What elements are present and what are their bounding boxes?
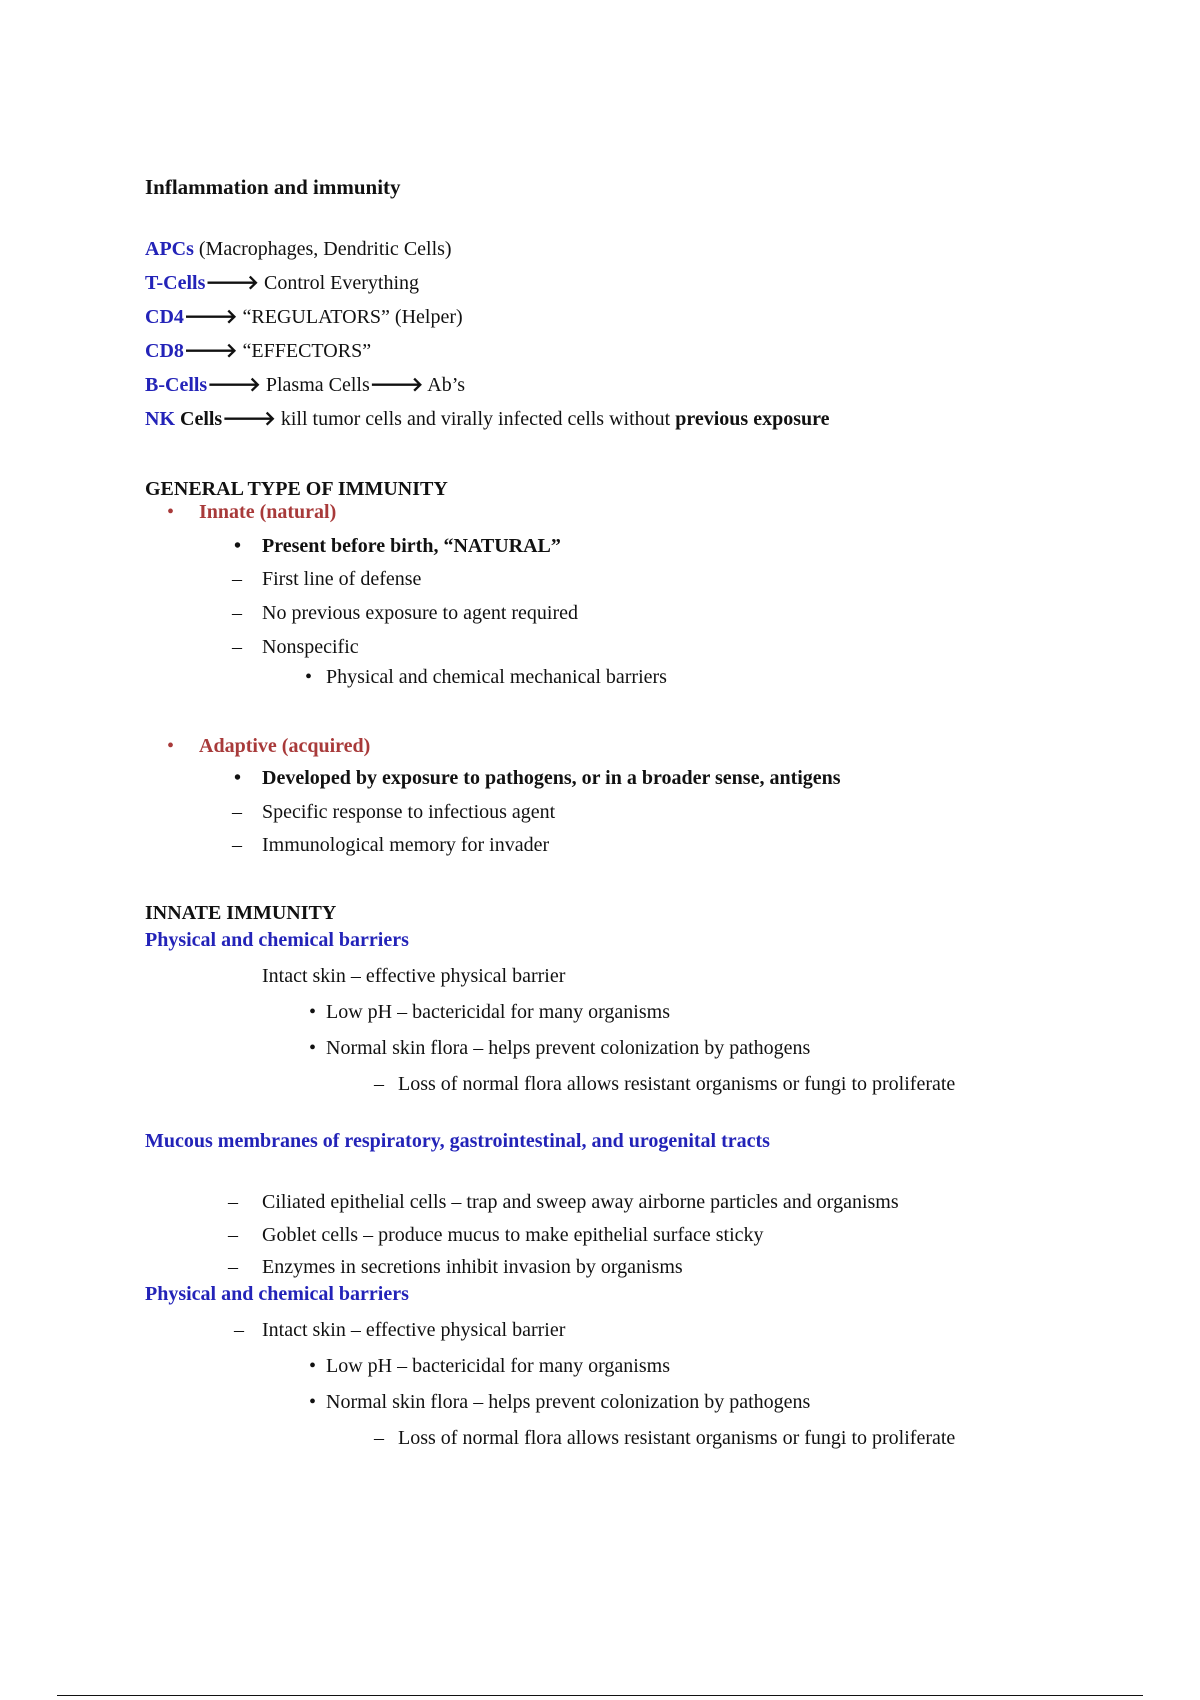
dash-icon: – [234,1319,244,1341]
innate-point: First line of defense [262,568,422,590]
arrow-icon: 🡒 [369,374,424,396]
loss-line: Loss of normal flora allows resistant organisms or fungi to proliferate [398,1427,956,1449]
dash-icon: – [232,636,242,658]
dash-icon: – [232,801,242,823]
mucous-item: Goblet cells – produce mucus to make epithelial surface sticky [262,1224,764,1246]
dash-icon: – [232,568,242,590]
tcells-desc: Control Everything [259,272,420,294]
nk-term: NK [145,408,175,430]
dash-icon: – [228,1191,238,1213]
innate-sub: Physical and chemical mechanical barriers [326,666,667,688]
bullet-icon: • [309,1391,317,1413]
dash-icon: – [228,1256,238,1278]
dash-icon: – [232,834,242,856]
nk-cells-term: Cells [175,408,223,430]
adaptive-label: Adaptive (acquired) [199,735,371,757]
apcs-line [145,236,452,262]
barriers-heading: Physical and chemical barriers [145,929,409,951]
dash-icon: – [374,1427,384,1449]
barriers-heading: Physical and chemical barriers [145,1283,409,1305]
cd8-desc: “EFFECTORS” [237,340,372,362]
bcells-term: B-Cells [145,374,208,396]
bullet-icon: • [234,535,242,557]
cd8-line [145,338,371,364]
ph-line: Low pH – bactericidal for many organisms [326,1001,670,1023]
general-heading: GENERAL TYPE OF IMMUNITY [145,478,448,500]
adaptive-main: Developed by exposure to pathogens, or in a broader sense, antigens [262,767,841,789]
adaptive-point: Immunological memory for invader [262,834,550,856]
bullet-icon: • [309,1037,317,1059]
mucous-item: Ciliated epithelial cells – trap and sweep away airborne particles and organisms [262,1191,899,1213]
dash-icon: – [232,602,242,624]
arrow-icon: 🡒 [205,272,260,294]
dash-icon: – [228,1224,238,1246]
skin-line: Intact skin – effective physical barrier [262,965,566,987]
dash-icon: – [374,1073,384,1095]
arrow-icon: 🡒 [222,408,276,430]
cd4-desc: “REGULATORS” (Helper) [237,306,463,328]
innate-point: No previous exposure to agent required [262,602,579,624]
flora-line: Normal skin flora – helps prevent colonization by pathogens [326,1037,811,1059]
cd4-term: CD4 [145,306,184,328]
ph-line: Low pH – bactericidal for many organisms [326,1355,670,1377]
bullet-icon: • [167,735,175,757]
innate-point: Nonspecific [262,636,359,658]
bullet-icon: • [234,767,242,789]
cd8-term: CD8 [145,340,184,362]
cd4-line [145,304,463,330]
bottom-rule [57,1695,1143,1696]
mucous-item: Enzymes in secretions inhibit invasion by organisms [262,1256,683,1278]
nk-desc-bold: previous exposure [675,408,830,430]
tcells-term: T-Cells [145,272,206,294]
nk-line [145,406,830,432]
bullet-icon: • [167,501,175,523]
innate-label: Innate (natural) [199,501,337,523]
bcells-desc2: Ab’s [423,374,466,396]
nk-desc: kill tumor cells and virally infected cells without [275,408,676,430]
innate-main: Present before birth, “NATURAL” [262,535,561,557]
bullet-icon: • [305,666,313,688]
arrow-icon: 🡒 [183,340,238,362]
arrow-icon: 🡒 [183,306,238,328]
loss-line: Loss of normal flora allows resistant organisms or fungi to proliferate [398,1073,956,1095]
tcells-line [145,270,419,296]
skin-line: Intact skin – effective physical barrier [262,1319,566,1341]
bcells-desc: Plasma Cells [260,374,370,396]
page-title: Inflammation and immunity [145,175,401,199]
flora-line: Normal skin flora – helps prevent colonization by pathogens [326,1391,811,1413]
arrow-icon: 🡒 [207,374,261,396]
mucous-heading: Mucous membranes of respiratory, gastrointestinal, and urogenital tracts [145,1130,770,1152]
bullet-icon: • [309,1355,317,1377]
innate-immunity-heading: INNATE IMMUNITY [145,902,337,924]
adaptive-point: Specific response to infectious agent [262,801,556,823]
apcs-desc: (Macrophages, Dendritic Cells) [193,238,452,260]
bullet-icon: • [309,1001,317,1023]
apcs-term: APCs [145,238,194,260]
bcells-line [145,372,465,398]
